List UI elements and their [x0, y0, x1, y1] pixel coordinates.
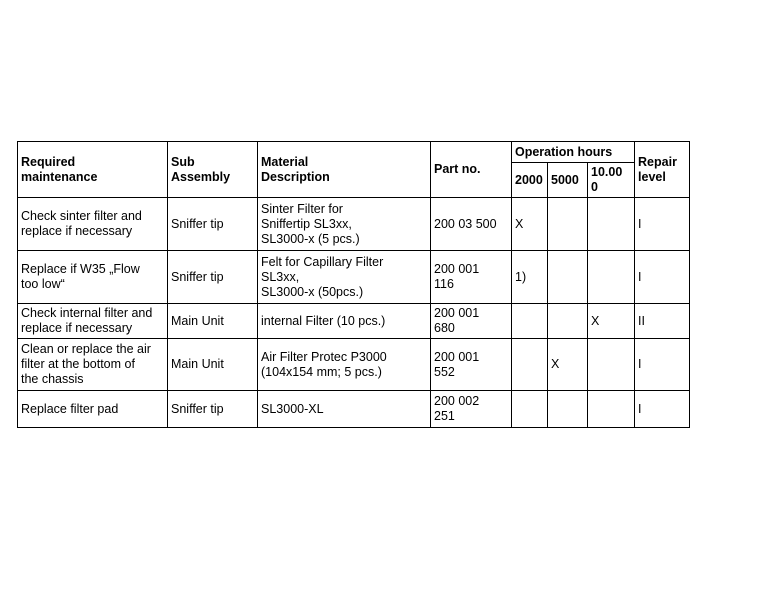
- maintenance-cell: Replace if W35 „Flow too low“: [18, 251, 168, 304]
- material-cell: SL3000-XL: [258, 391, 431, 428]
- hours-10000-cell: [588, 251, 635, 304]
- table-row: [18, 304, 690, 339]
- header-part-no: Part no.: [431, 142, 512, 198]
- table-row: [18, 339, 690, 391]
- header-sub-assembly: Sub Assembly: [168, 142, 258, 198]
- hours-2000-cell: [512, 339, 548, 391]
- part-no-cell: 200 002 251: [431, 391, 512, 428]
- material-cell: Air Filter Protec P3000 (104x154 mm; 5 pcs.): [258, 339, 431, 391]
- hours-2000-cell: X: [512, 198, 548, 251]
- header-operation-hours: Operation hours: [512, 142, 635, 163]
- hours-2000-cell: 1): [512, 251, 548, 304]
- hours-5000-cell: X: [548, 339, 588, 391]
- header-hours-10000: 10.00 0: [588, 163, 635, 198]
- sub-assembly-cell: Sniffer tip: [168, 251, 258, 304]
- header-hours-2000: 2000: [512, 163, 548, 198]
- hours-5000-cell: [548, 198, 588, 251]
- hours-10000-cell: X: [588, 304, 635, 339]
- part-no-cell: 200 001 552: [431, 339, 512, 391]
- hours-2000-cell: [512, 304, 548, 339]
- table-row: [18, 198, 690, 251]
- hours-10000-cell: [588, 339, 635, 391]
- hours-5000-cell: [548, 251, 588, 304]
- part-no-cell: 200 03 500: [431, 198, 512, 251]
- maintenance-cell: Replace filter pad: [18, 391, 168, 428]
- part-no-cell: 200 001 680: [431, 304, 512, 339]
- maintenance-cell: Check internal filter and replace if necessary: [18, 304, 168, 339]
- sub-assembly-cell: Main Unit: [168, 304, 258, 339]
- sub-assembly-cell: Main Unit: [168, 339, 258, 391]
- maintenance-cell: Clean or replace the air filter at the bottom of the chassis: [18, 339, 168, 391]
- maintenance-table: [17, 141, 690, 428]
- header-repair-level: Repair level: [635, 142, 690, 198]
- table-header-row: [18, 142, 690, 163]
- hours-10000-cell: [588, 391, 635, 428]
- hours-10000-cell: [588, 198, 635, 251]
- repair-level-cell: I: [635, 251, 690, 304]
- material-cell: Felt for Capillary Filter SL3xx, SL3000-x (50pcs.): [258, 251, 431, 304]
- repair-level-cell: I: [635, 339, 690, 391]
- header-hours-5000: 5000: [548, 163, 588, 198]
- table-row: [18, 391, 690, 428]
- material-cell: internal Filter (10 pcs.): [258, 304, 431, 339]
- hours-5000-cell: [548, 391, 588, 428]
- material-cell: Sinter Filter for Sniffertip SL3xx, SL3000-x (5 pcs.): [258, 198, 431, 251]
- hours-2000-cell: [512, 391, 548, 428]
- sub-assembly-cell: Sniffer tip: [168, 391, 258, 428]
- part-no-cell: 200 001 116: [431, 251, 512, 304]
- repair-level-cell: II: [635, 304, 690, 339]
- repair-level-cell: I: [635, 391, 690, 428]
- repair-level-cell: I: [635, 198, 690, 251]
- table-row: [18, 251, 690, 304]
- header-material-description: Material Description: [258, 142, 431, 198]
- hours-5000-cell: [548, 304, 588, 339]
- sub-assembly-cell: Sniffer tip: [168, 198, 258, 251]
- header-required-maintenance: Required maintenance: [18, 142, 168, 198]
- maintenance-cell: Check sinter filter and replace if necessary: [18, 198, 168, 251]
